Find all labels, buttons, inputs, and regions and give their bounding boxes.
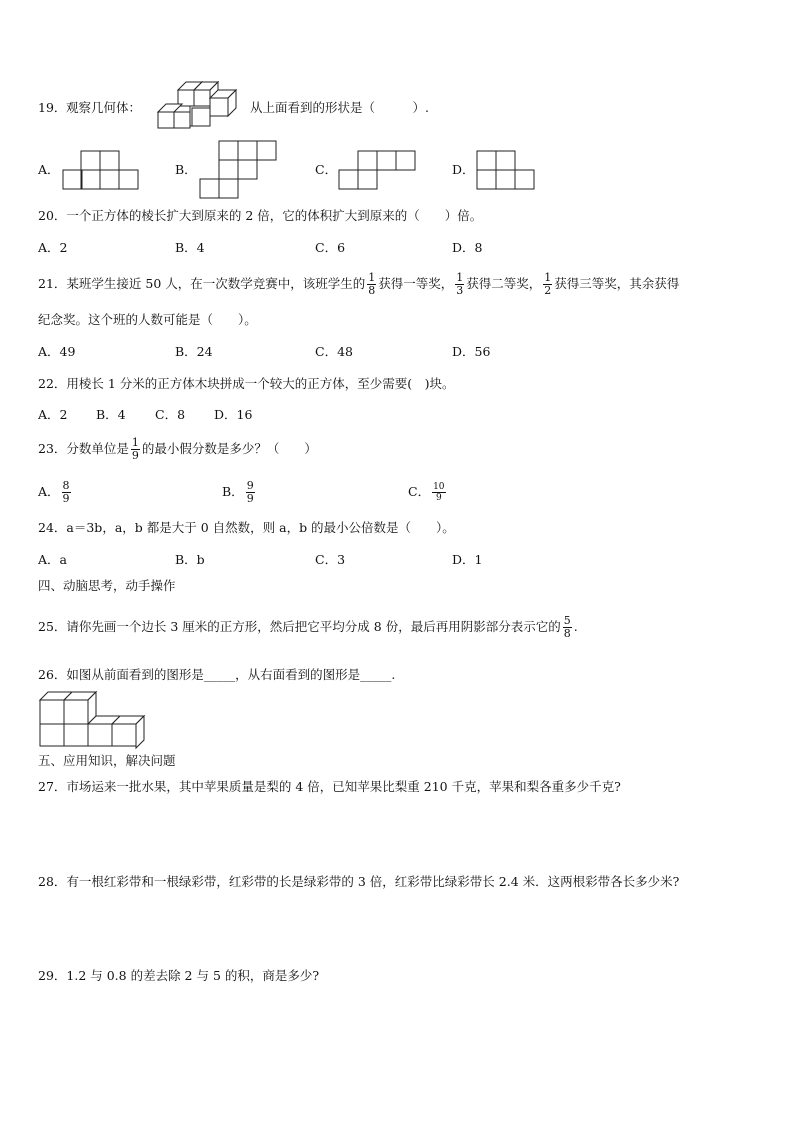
q25-text-b: . (573, 619, 578, 634)
q25-fraction: $\frac{5}{8}$ (563, 614, 571, 640)
q21-text-c: 获得二等奖， (466, 276, 542, 291)
q28-text: 28．有一根红彩带和一根绿彩带，红彩带的长是绿彩带的 3 倍，红彩带比绿彩带长 2.4 米．这两根彩带各长多少米? (38, 874, 680, 889)
q26-cube-figure (38, 690, 150, 748)
section-4-title: 四、动脑思考，动手操作 (38, 578, 176, 593)
q24-option-d[interactable]: D．1 (452, 552, 483, 567)
q20-option-a[interactable]: A．2 (38, 240, 68, 255)
q19-option-d-grid (476, 150, 538, 190)
q23-text-a: 23．分数单位是 (38, 441, 129, 456)
q23-option-a-fraction: $\frac{8}{9}$ (62, 479, 70, 505)
q21-text-a: 21．某班学生接近 50 人，在一次数学竞赛中，该班学生的 (38, 276, 366, 291)
q23-line (38, 433, 317, 465)
q24-option-c[interactable]: C．3 (315, 552, 346, 567)
q21-text-b: 获得一等奖， (378, 276, 454, 291)
q26-text: 26．如图从前面看到的图形是_____，从右面看到的图形是_____. (38, 667, 396, 682)
q21-option-b[interactable]: B．24 (175, 344, 213, 359)
q22-option-b[interactable]: B．4 (96, 407, 126, 422)
q20-option-d[interactable]: D．8 (452, 240, 483, 255)
q19-text-b: 从上面看到的形状是（ ）. (250, 100, 429, 115)
q19-number: 19． (38, 100, 67, 115)
q24-option-a[interactable]: A．a (38, 552, 67, 567)
q24-option-b[interactable]: B．b (175, 552, 205, 567)
q23-fraction: $\frac{1}{9}$ (131, 436, 139, 462)
q24-text: 24．a＝3b，a，b 都是大于 0 自然数，则 a，b 的最小公倍数是（ ）。 (38, 520, 455, 535)
q22-option-d[interactable]: D．16 (214, 407, 253, 422)
q19-option-b-grid (198, 140, 278, 200)
q25-line (38, 611, 578, 643)
q21-text-d: 获得三等奖，其余获得 (554, 276, 680, 291)
q23-option-a[interactable]: A． $\frac{8}{9}$ (38, 479, 70, 505)
q23-option-c[interactable]: C． $\frac{10}{9}$ (408, 482, 445, 503)
q19-option-d[interactable]: D． (452, 162, 475, 177)
q23-option-c-fraction: $\frac{10}{9}$ (433, 482, 445, 503)
q21-fraction-1: $\frac{1}{8}$ (368, 271, 376, 297)
q19-option-c-grid (338, 150, 418, 190)
q21-line-1 (38, 268, 679, 300)
q22-option-a[interactable]: A．2 (38, 407, 68, 422)
q20-option-b[interactable]: B．4 (175, 240, 205, 255)
q23-option-b-fraction: $\frac{9}{9}$ (246, 479, 254, 505)
q19-option-a-grid (62, 150, 140, 190)
section-5-title: 五、应用知识，解决问题 (38, 753, 176, 768)
q27-text: 27．市场运来一批水果，其中苹果质量是梨的 4 倍，已知苹果比梨重 210 千克，苹果和梨各重多少千克? (38, 779, 621, 794)
q25-text-a: 25．请你先画一个边长 3 厘米的正方形，然后把它平均分成 8 份，最后再用阴影部分表示它的 (38, 619, 561, 634)
q22-text: 22．用棱长 1 分米的正方体木块拼成一个较大的正方体，至少需要( )块。 (38, 376, 455, 391)
q19-option-c[interactable]: C． (315, 162, 338, 177)
q29-text: 29．1.2 与 0.8 的差去除 2 与 5 的积，商是多少? (38, 968, 320, 983)
q21-option-c[interactable]: C．48 (315, 344, 353, 359)
q22-option-c[interactable]: C．8 (155, 407, 186, 422)
q23-option-b[interactable]: B． $\frac{9}{9}$ (222, 479, 254, 505)
q23-text-b: 的最小假分数是多少？（ ） (141, 441, 317, 456)
q21-line-2: 纪念奖。这个班的人数可能是（ ）。 (38, 312, 257, 327)
q21-option-d[interactable]: D．56 (452, 344, 491, 359)
q21-fraction-2: $\frac{1}{3}$ (456, 271, 464, 297)
q19-option-b[interactable]: B． (175, 162, 197, 177)
q21-fraction-3: $\frac{1}{2}$ (544, 271, 552, 297)
q20-option-c[interactable]: C．6 (315, 240, 346, 255)
q20-text: 20．一个正方体的棱长扩大到原来的 2 倍，它的体积扩大到原来的（ ）倍。 (38, 208, 483, 223)
q19-solid-figure (156, 80, 242, 130)
q19-text-a: 观察几何体： (66, 100, 142, 115)
q19-option-a[interactable]: A． (38, 162, 60, 177)
q21-option-a[interactable]: A．49 (38, 344, 76, 359)
